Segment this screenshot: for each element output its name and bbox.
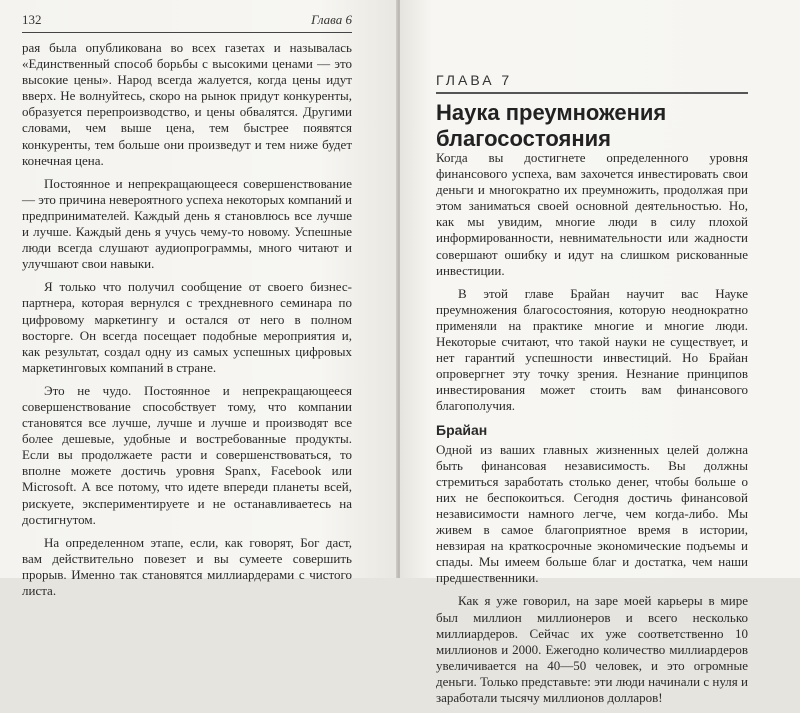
chapter-label: ГЛАВА 7 [436,72,513,88]
left-body-text [22,40,352,606]
chapter-title: Наука преумножения благосостояния [436,100,667,151]
page-number: 132 [22,12,42,27]
right-body-text [436,150,748,713]
intro-paragraph: Когда вы достигнете определенного уровня финансового успеха, вам захочется инвестировать свои деньги и многократно их преумножить, продолжая при этом заниматься своей основной деятельностью. Но, как мы увидим, многие люди в силу плохой информированности, невнимательности или жадности совершают ошибку и идут на слишком рискованные инвестиции. [436,150,748,278]
paragraph: Я только что получил сообщение от своего бизнес-партнера, которая вернулся с трехдневного семинара по цифровому маркетингу и остался от него в полном восторге. Он всегда посещает подобные мероприятия и, как результат, создал одну из самых успешных цифровых маркетинговых компаний в стране. [22,279,352,375]
header-rule [22,32,352,33]
running-head-chapter: Глава 6 [311,12,352,27]
paragraph: рая была опубликована во всех газетах и называлась «Единственный способ борьбы с высокими ценами — это высокие цены». Народ всегда жалуется, когда цены идут вверх. Не волнуйтесь, скоро на рынок придут конкуренты, образуется перепроизводство, и цены обвалятся. Другими словами, чем выше цена, тем быстрее появятся конкуренты, тем больше они произведут и тем ниже будет конечная цена. [22,40,352,168]
running-head [22,12,352,28]
section-subheading: Брайан [436,421,488,438]
paragraph: Как я уже говорил, на заре моей карьеры в мире был миллион миллионеров и всего несколько миллиардеров. Сейчас их уже соответственно 10 миллионов и 2000. Ежегодно количество миллиардеров увеличивается на 40—50 человек, и это огромные деньги. Только представьте: эти люди начинали с нуля и заработали тысячу миллионов долларов! [436,593,748,705]
paragraph: Это не чудо. Постоянное и непрекращающееся совершенствование способствует тому, что компании становятся все лучше, лучше и лучше и производят все более дешевые, удобные и востребованные продукты. Если вы продолжаете расти и совершенствоваться, то вполне можете достичь уровня Spanx, Facebook или Microsoft. А все потому, что идете впереди планеты всей, рискуете, экспериментируете и не останавливаетесь на достигнутом. [22,382,352,527]
paragraph: Одной из ваших главных жизненных целей должна быть финансовая независимость. Вы должны стремиться заработать столько денег, чтобы больше о них не беспокоиться. Сегодня достичь финансовой независимости намного легче, чем когда-либо. Мы живем в самое благоприятное время в истории, невзирая на краткосрочные экономические подъемы и спады. Мы имеем больше благ и достатка, чем наши предшественники. [436,441,748,586]
paragraph: Постоянное и непрекращающееся совершенствование — это причина невероятного успеха некоторых компаний и предпринимателей. Каждый день я становлюсь все лучше и лучше. Каждый день я учусь чему-то новому. Успешные люди всегда слушают аудиопрограммы, много читают и улучшают свои навыки. [22,175,352,272]
chapter-rule [436,92,748,94]
paragraph: На определенном этапе, если, как говорят, Бог даст, вам действительно повезет и вы сумеете совершить прорыв. Именно так становятся миллиардерами с чистого листа. [22,534,352,598]
left-page [0,0,398,598]
intro-paragraph: В этой главе Брайан научит вас Науке преумножения благосостояния, которую неоднократно применяли на практике многие и многие люди. Некоторые считают, что такой науки не существует, и нет гарантий успешности инвестиций. Но Брайан опровергнет эту точку зрения. Незнание принципов инвестирования может стоить вам финансового благополучия. [436,285,748,414]
